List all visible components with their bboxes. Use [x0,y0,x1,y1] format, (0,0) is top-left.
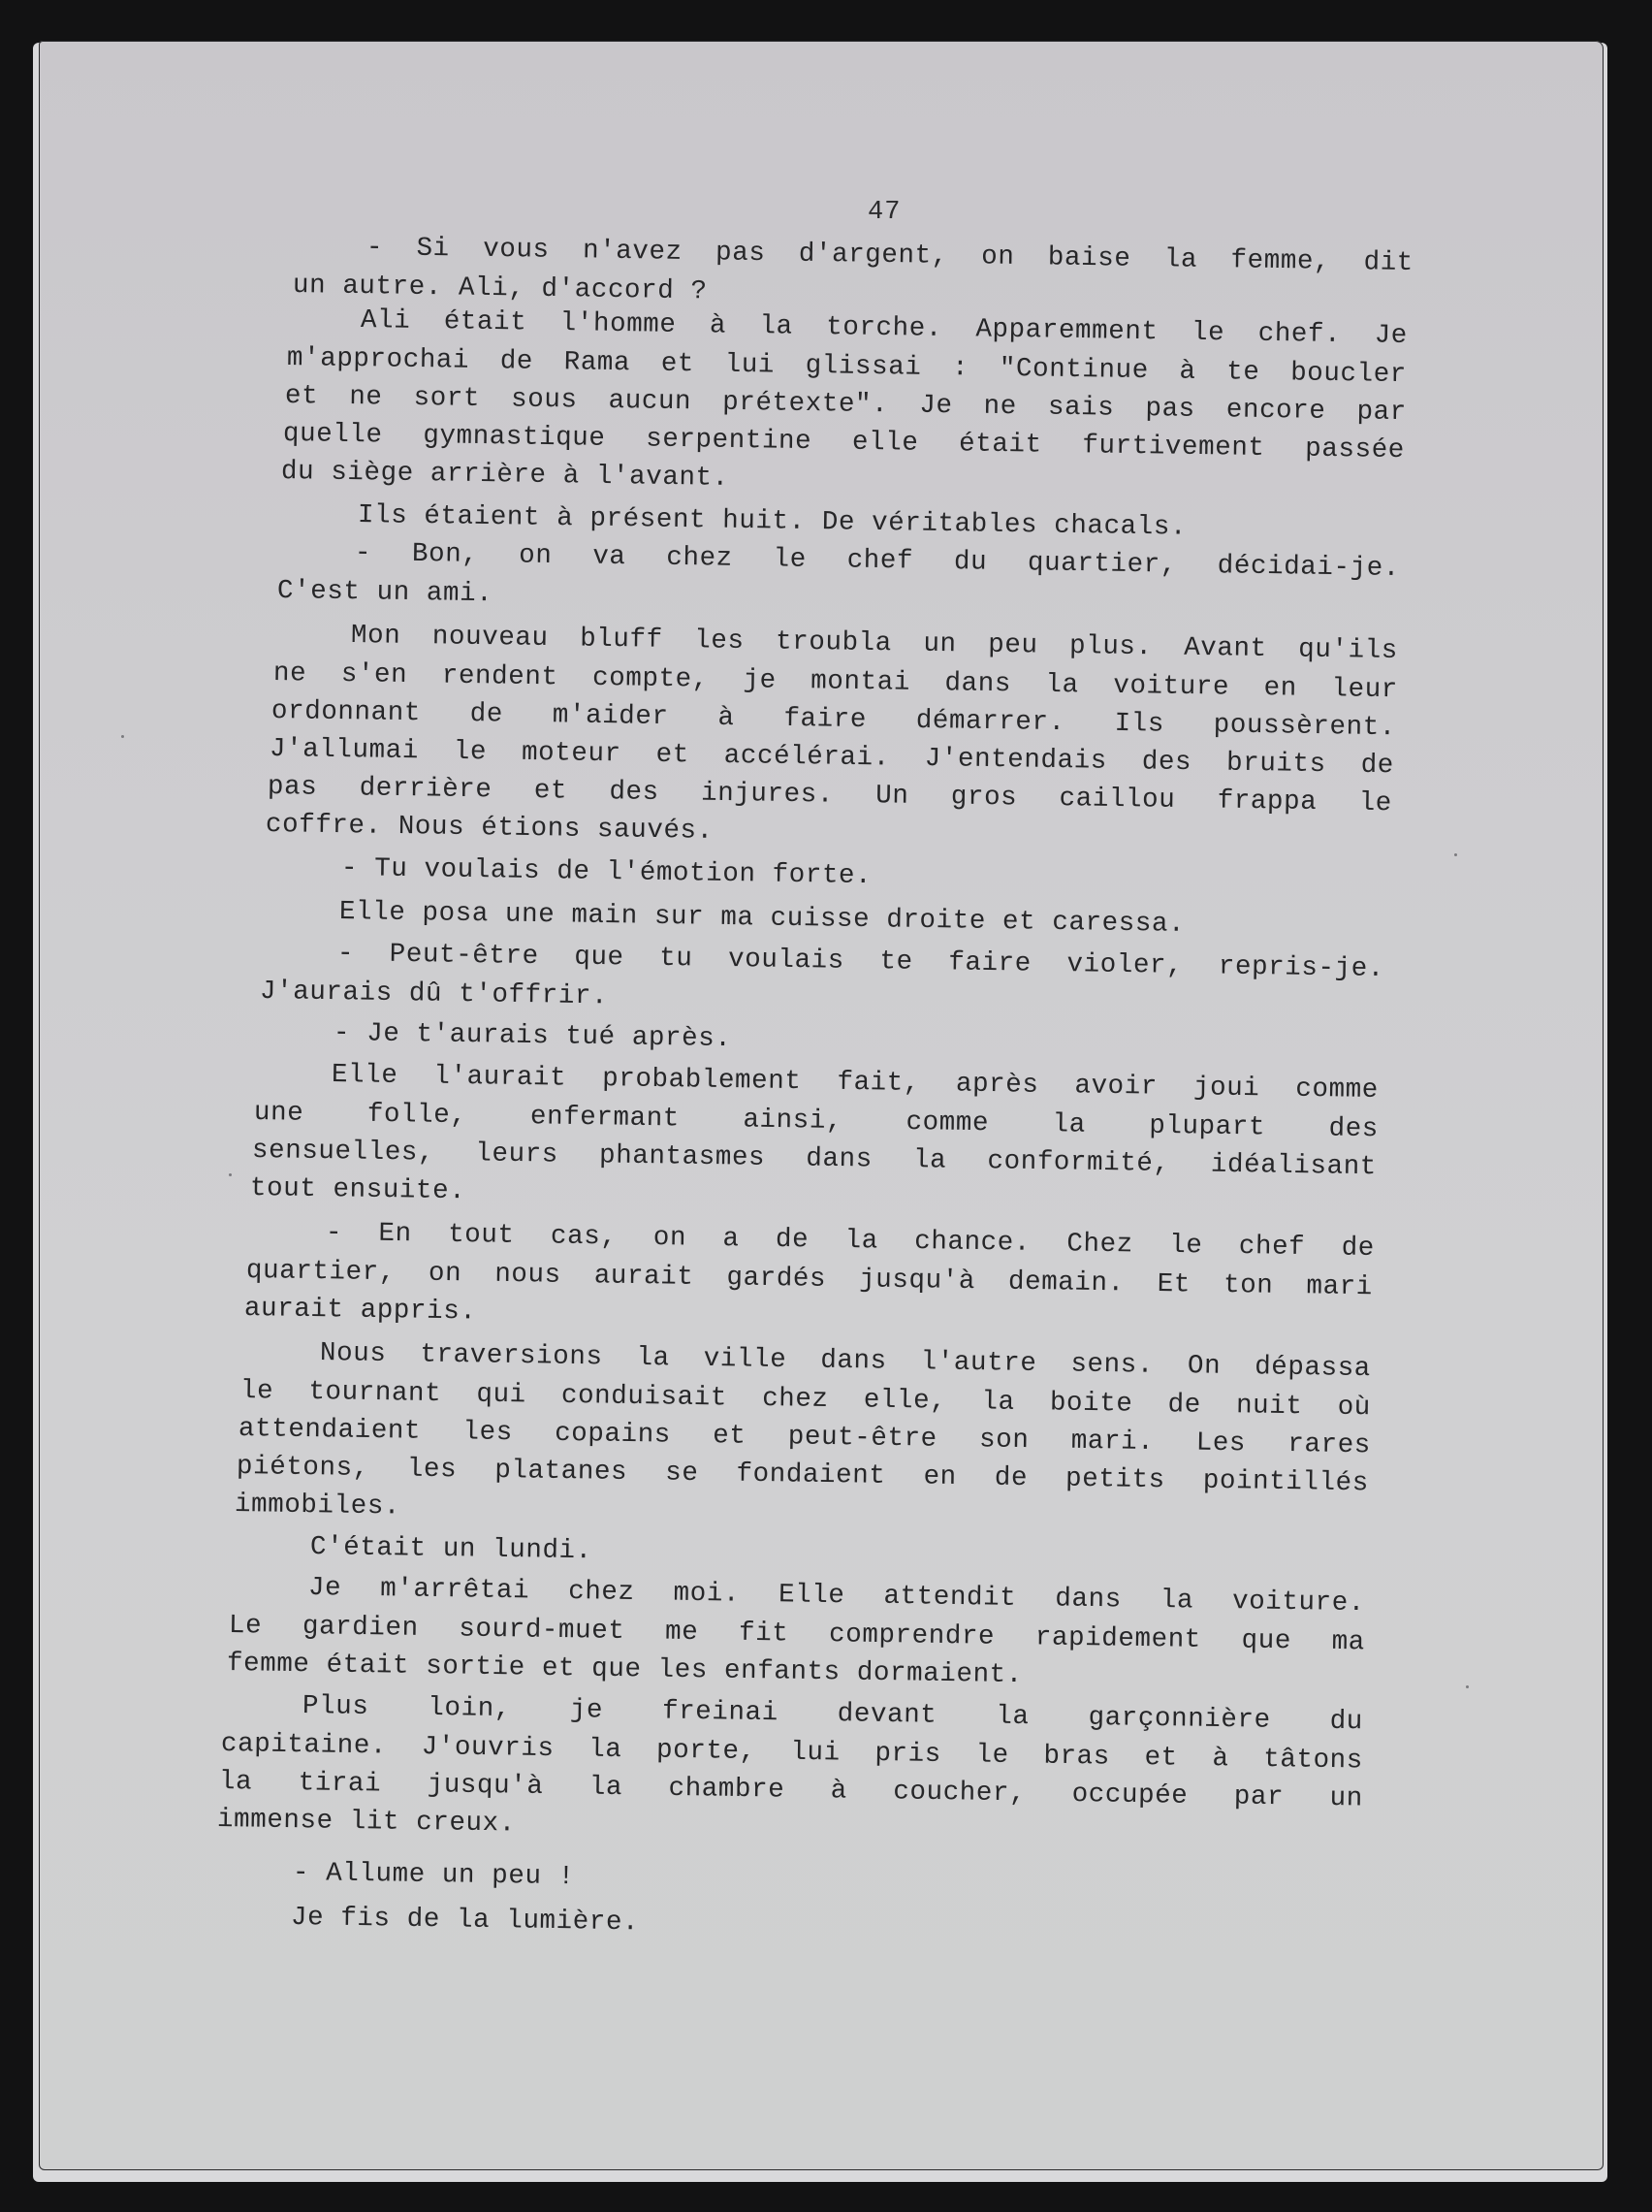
text-line: tout ensuite. [249,1173,466,1207]
text-line: pas derrière et des injures. Un gros caillou frappa le [267,772,1393,819]
text-line: quelle gymnastique serpentine elle était furtivement passée [282,419,1406,466]
dust-speck [1466,1685,1469,1688]
text-line: du siège arrière à l'avant. [280,457,729,494]
text-line: immobiles. [234,1490,401,1523]
dust-speck [229,1173,232,1176]
text-line: - Je t'aurais tué après. [333,1018,732,1055]
text-line: - Si vous n'avez pas d'argent, on baise la femme, dit [365,233,1414,279]
text-line: - Peut-être que tu voulais te faire violer, repris-je. [336,939,1385,985]
text-line: - En tout cas, on a de la chance. Chez le chef de [325,1218,1376,1265]
text-line: Je fis de la lumière. [290,1903,640,1939]
text-line: Nous traversions la ville dans l'autre sens. On dépassa [319,1338,1372,1385]
text-line: une folle, enfermant ainsi, comme la plupart des [253,1098,1380,1145]
text-line: Mon nouveau bluff les troubla un peu plus. Avant qu'ils [350,621,1399,667]
text-line: quartier, on nous aurait gardés jusqu'à demain. Et ton mari [245,1256,1374,1303]
text-line: et ne sort sous aucun prétexte". Je ne sais pas encore par [284,381,1408,429]
text-line: J'allumai le moteur et accélérai. J'entendais des bruits de [269,734,1395,782]
text-line: Elle l'aurait probablement fait, après avoir joui comme [331,1060,1380,1106]
text-line: coffre. Nous étions sauvés. [265,810,714,847]
text-line: Ali était l'homme à la torche. Apparemment le chef. Je [360,305,1409,352]
text-line: piétons, les platanes se fondaient en de petits pointillés [236,1452,1370,1499]
text-line: attendaient les copains et peut-être son mari. Les rares [238,1414,1372,1461]
text-line: la tirai jusqu'à la chambre à coucher, occupée par un [218,1767,1364,1814]
text-line: Elle posa une main sur ma cuisse droite et caressa. [338,897,1186,940]
text-line: femme était sortie et que les enfants dormaient. [226,1649,1024,1691]
text-line: un autre. Ali, d'accord ? [292,271,708,307]
text-line: ordonnant de m'aider à faire démarrer. Ils poussèrent. [270,696,1397,744]
text-line: J'aurais dû t'offrir. [259,977,609,1012]
dust-speck [121,735,124,738]
text-line: le tournant qui conduisait chez elle, la boite de nuit où [239,1376,1372,1424]
text-line: - Tu voulais de l'émotion forte. [340,853,873,892]
text-line: m'approchai de Rama et lui glissai : "Continue à te boucler [286,343,1408,391]
page-number: 47 [868,198,902,227]
text-line: Ils étaient à présent huit. De véritables chacals. [357,500,1188,543]
dust-speck [1454,853,1457,856]
text-line: Plus loin, je freinai devant la garçonnière du [302,1691,1364,1738]
text-line: - Bon, on va chez le chef du quartier, décidai-je. [354,538,1401,584]
text-line: C'est un ami. [276,576,493,610]
text-line: Je m'arrêtai chez moi. Elle attendit dans la voiture. [307,1573,1366,1619]
text-line: sensuelles, leurs phantasmes dans la conformité, idéalisant [251,1136,1378,1183]
text-line: immense lit creux. [216,1805,517,1840]
text-line: ne s'en rendent compte, je montai dans la voiture en leur [272,658,1399,706]
text-line: Le gardien sourd-muet me fit comprendre rapidement que ma [228,1611,1366,1658]
text-line: capitaine. J'ouvris la porte, lui pris le bras et à tâtons [220,1729,1364,1777]
text-line: aurait appris. [243,1294,477,1328]
text-line: - Allume un peu ! [292,1858,575,1893]
text-line: C'était un lundi. [309,1532,592,1567]
